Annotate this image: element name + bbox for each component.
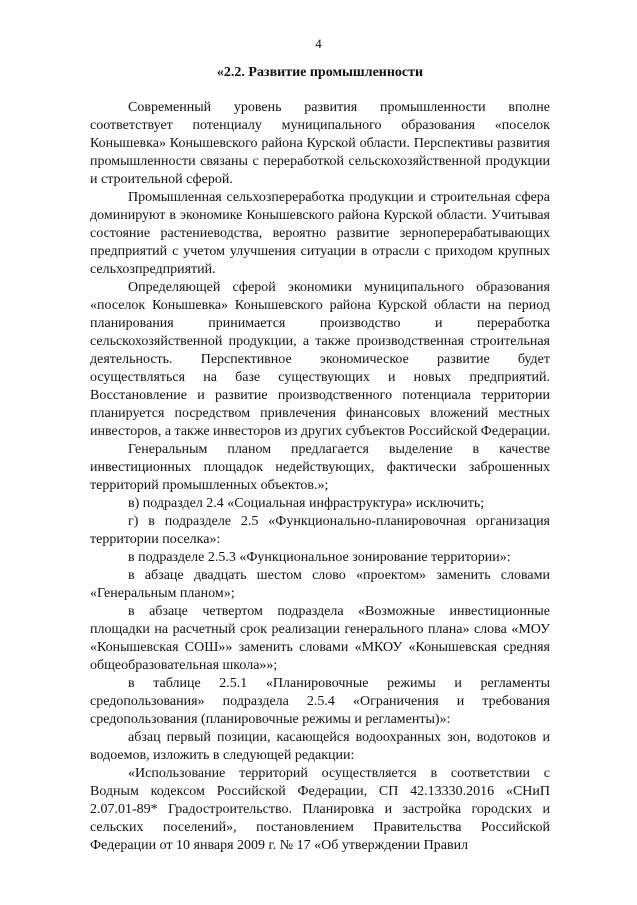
text-line: 2.07.01-89* Градостроительство. Планировка и застройка городских и: [90, 802, 550, 817]
text-line: «Использование территорий осуществляется в соответствии с: [128, 766, 550, 781]
text-line: г) в подразделе 2.5 «Функционально-планировочная организация: [128, 514, 550, 529]
text-line: в абзаце двадцать шестом слово «проектом» заменить словами: [128, 568, 550, 583]
paragraph: [90, 441, 550, 495]
paragraph: [90, 549, 550, 567]
text-line: в) подраздел 2.4 «Социальная инфраструктура» исключить;: [128, 496, 485, 511]
text-line: в абзаце четвертом подраздела «Возможные инвестиционные: [128, 604, 550, 619]
text-line: Федерации от 10 января 2009 г. № 17 «Об утверждении Правил: [90, 838, 469, 853]
text-line: инвестиционных площадок недействующих, фактически заброшенных: [90, 460, 550, 475]
text-line: состояние растениеводства, вероятно развитие зерноперерабатывающих: [90, 226, 550, 241]
text-line: Современный уровень развития промышленности вполне: [128, 100, 550, 115]
text-line: инвесторов, а также инвесторов из других субъектов Российской Федерации.: [90, 424, 550, 439]
paragraph: [90, 765, 550, 855]
text-line: территории поселка»:: [90, 532, 221, 547]
text-line: соответствует потенциалу муниципального образования «поселок: [90, 118, 550, 133]
text-line: сельхозпредприятий.: [90, 262, 216, 277]
text-line: осуществляться на базе существующих и новых предприятий.: [90, 370, 550, 385]
paragraph: [90, 603, 550, 675]
text-line: «Генеральным планом»;: [90, 586, 235, 601]
page-number: 4: [315, 36, 322, 51]
text-line: Определяющей сферой экономики муниципального образования: [128, 280, 550, 295]
text-line: в подразделе 2.5.3 «Функциональное зонирование территории»:: [128, 550, 511, 565]
text-line: территорий промышленных объектов.»;: [90, 478, 329, 493]
text-line: водоемов, изложить в следующей редакции:: [90, 748, 355, 763]
text-line: общеобразовательная школа»»;: [90, 658, 278, 673]
text-line: Промышленная сельхозпереработка продукции и строительная сфера: [128, 190, 550, 205]
text-line: абзац первый позиции, касающейся водоохранных зон, водотоков и: [128, 730, 550, 745]
paragraph: [90, 495, 550, 513]
text-line: промышленности связаны с переработкой сельскохозяйственной продукции: [90, 154, 550, 169]
paragraph: [90, 513, 550, 549]
paragraph: [90, 729, 550, 765]
text-line: планирования принимается производство и переработка: [90, 316, 550, 331]
text-line: Водным кодексом Российской Федерации, СП 42.13330.2016 «СНиП: [90, 784, 550, 799]
text-line: Конышевка» Конышевского района Курской области. Перспективы развития: [90, 136, 550, 151]
text-line: сельских поселений», постановлением Правительства Российской: [90, 820, 550, 835]
text-line: Генеральным планом предлагается выделение в качестве: [128, 442, 550, 457]
section-heading: «2.2. Развитие промышленности: [216, 65, 424, 80]
text-line: средопользования (планировочные режимы и регламенты)»:: [90, 712, 451, 727]
text-line: деятельность. Перспективное экономическое развитие будет: [90, 352, 550, 367]
paragraph: [90, 99, 550, 189]
text-line: «поселок Конышевка» Конышевского района Курской области на период: [90, 298, 550, 313]
paragraph: [90, 279, 550, 441]
text-line: и строительной сферой.: [90, 172, 233, 187]
paragraph: [90, 189, 550, 279]
text-line: средопользования» подраздела 2.5.4 «Ограничения и требования: [90, 694, 550, 709]
document-body: [90, 99, 550, 855]
text-line: «Конышевская СОШ»» заменить словами «МКОУ «Конышевская средняя: [90, 640, 550, 655]
text-line: планируется посредством привлечения финансовых вложений местных: [90, 406, 550, 421]
paragraph: [90, 675, 550, 729]
text-line: Восстановление и развитие производственного потенциала территории: [90, 388, 550, 403]
text-line: площадки на расчетный срок реализации генерального плана» слова «МОУ: [90, 622, 550, 637]
paragraph: [90, 567, 550, 603]
text-line: сельскохозяйственной продукции, а также производственная строительная: [90, 334, 550, 349]
text-line: в таблице 2.5.1 «Планировочные режимы и регламенты: [128, 676, 550, 691]
text-line: предприятий с учетом улучшения ситуации в отрасли с приходом крупных: [90, 244, 550, 259]
text-line: доминируют в экономике Конышевского района Курской области. Учитывая: [90, 208, 550, 223]
